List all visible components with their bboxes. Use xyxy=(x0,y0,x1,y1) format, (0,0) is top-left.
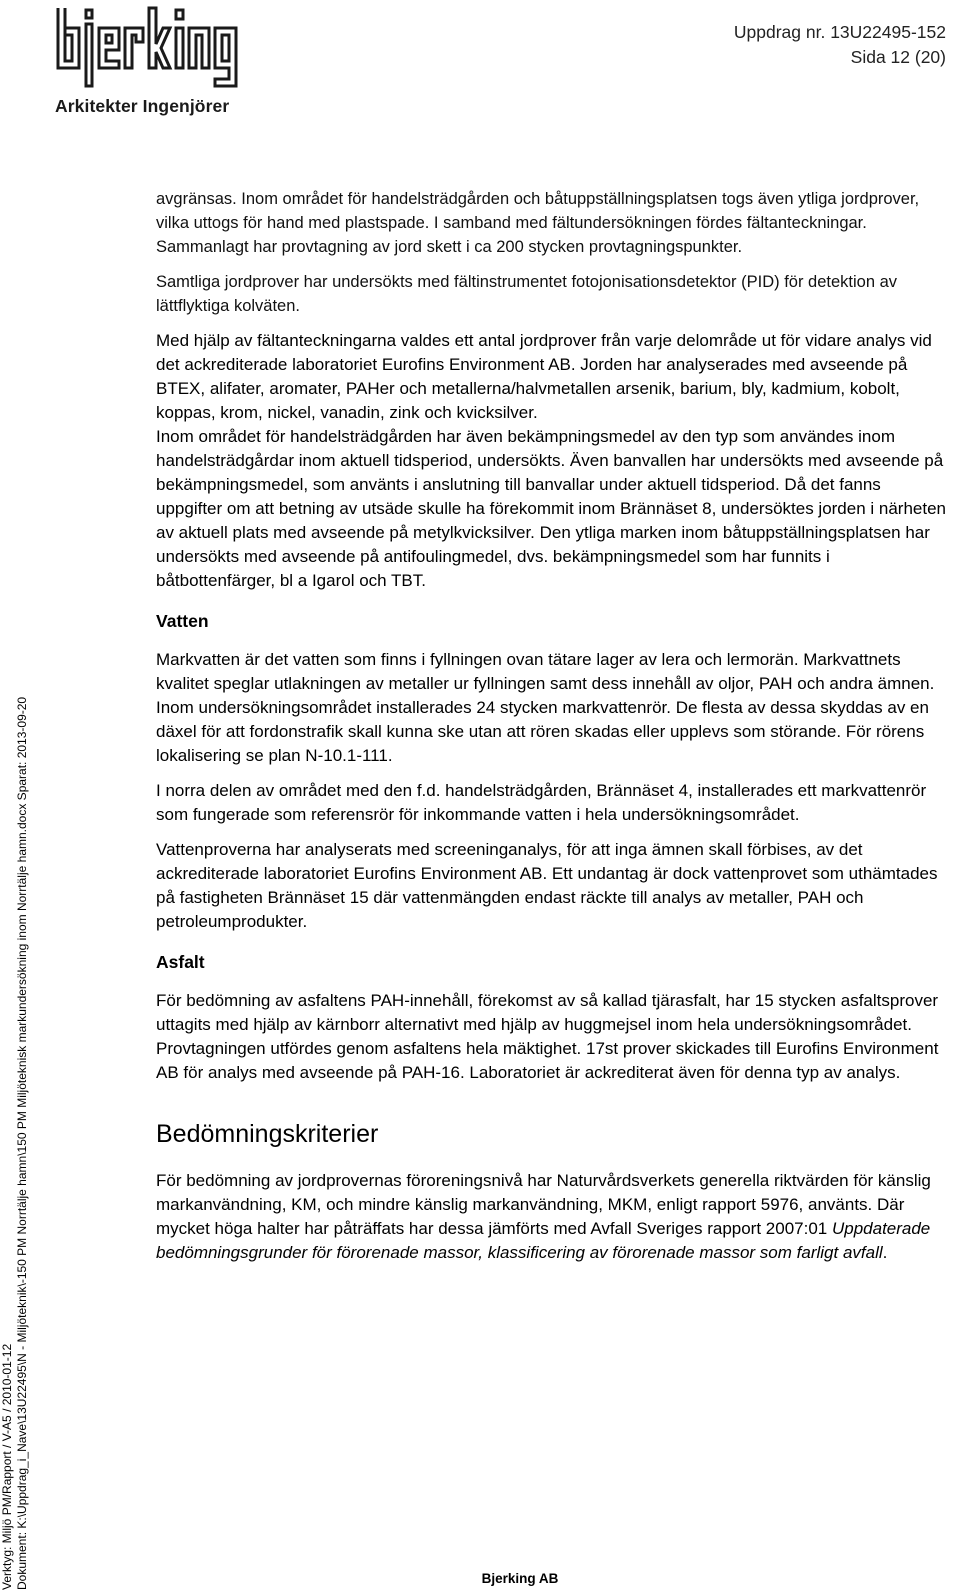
paragraph: Markvatten är det vatten som finns i fyllningen ovan tätare lager av lera och lermorän. Markvattnets kvalitet speglar utlakningen av metaller ur fyllningen samt dess innehåll av oljor, PAH och andra ämnen. Inom undersökningsområdet installerades 24 stycken markvattenrör. De flesta av dessa skyddas av en däxel för att fordonstrafik skall kunna ske utan att rören skadas eller upplevs som störande. För rörens lokalisering se plan N-10.1-111. xyxy=(156,650,935,765)
paragraph-text: För bedömning av jordprovernas föroreningsnivå har Naturvårdsverkets generella riktvärden för känslig markanvändning, KM, och mindre känslig markanvändning, MKM, enligt rapport 5976, använts. Där mycket höga halter har påträffats har dessa jämförts med Avfall Sveriges rapport 2007:01 xyxy=(156,1171,931,1238)
paragraph: Med hjälp av fältanteckningarna valdes ett antal jordprover från varje delområde ut för vidare analys vid det ackrediterade laboratoriet Eurofins Environment AB. Jorden har analyserades med avseende på BTEX, alifater, aromater, PAHer och metallerna/halvmetallen arsenik, barium, bly, kadmium, kobolt, koppas, krom, nickel, vanadin, zink och kvicksilver. xyxy=(156,331,932,422)
paragraph: avgränsas. Inom området för handelsträdgården och båtuppställningsplatsen togs även ytliga jordprover, vilka uttogs för hand med plastspade. I samband med fältundersökningen fördes fältanteckningar. Sammanlagt har provtagning av jord skett i ca 200 stycken provtagningspunkter. xyxy=(156,190,920,256)
section-heading-asfalt: Asfalt xyxy=(156,952,205,972)
page-footer: Bjerking AB xyxy=(481,1571,559,1586)
paragraph: I norra delen av området med den f.d. handelsträdgården, Brännäset 4, installerades ett markvattenrör som fungerade som referensrör för inkommande vatten i hela undersökningsområdet. xyxy=(156,781,927,824)
paragraph xyxy=(156,1169,946,1265)
paragraph: Inom området för handelsträdgården har även bekämpningsmedel av den typ som användes inom handelsträdgårdar inom aktuell tidsperiod, undersökts. Även banvallen har undersökts med avseende på bekämpningsmedel, som använts i anslutning till banvallar under aktuell tidsperiod. Då det fanns uppgifter om att betning av utsäde skulle ha förekommit inom Brännäset 8, undersöktes jorden i närheten av aktuell plats med avseende på metylkvicksilver. Den ytliga marken inom båtuppställningsplatsen har undersökts med avseende på antifoulingmedel, dvs. bekämpningsmedel som har funnits i båtbottenfärger, bl a Igarol och TBT. xyxy=(156,427,947,590)
page-header-info xyxy=(734,20,946,70)
assignment-number: Uppdrag nr. 13U22495-152 xyxy=(733,22,946,42)
logo-subtitle: Arkitekter Ingenjörer xyxy=(55,96,230,116)
paragraph: Samtliga jordprover har undersökts med fältinstrumentet fotojonisationsdetektor (PID) för detektion av lättflyktiga kolväten. xyxy=(156,273,898,315)
paragraph: Vattenproverna har analyserats med screeninganalys, för att inga ämnen skall förbises, av det ackrediterade laboratoriet Eurofins Environment AB. Ett undantag är dock vattenprovet som uthämtades på fastigheten Brännäset 15 där vattenmängden endast räckte till analys av metaller, PAH och petroleumprodukter. xyxy=(156,840,938,931)
section-heading-vatten: Vatten xyxy=(156,611,209,631)
bjerking-logo-icon xyxy=(55,6,240,90)
company-logo xyxy=(55,6,240,118)
section-heading-bedomningskriterier: Bedömningskriterier xyxy=(156,1120,379,1148)
document-body xyxy=(156,187,946,1276)
paragraph-text: . xyxy=(882,1243,888,1262)
sidebar-tool-line: Verktyg: Miljö PM/Rapport / V-A5 / 2010-01-12 xyxy=(0,1343,14,1590)
report-title: Uppdaterade bedömningsgrunder för förorenade massor, klassificering av förorenade massor som farligt avfall xyxy=(156,1219,931,1262)
sidebar-document-line: Dokument: K:\Uppdrag_i_Nave\13U22495\N - Miljöteknik\-150 PM Norrtälje hamn\150 PM Miljöteknisk markundersökning inom Norrtälje hamn.docx Sparat: 2013-09-20 xyxy=(15,696,29,1590)
document-path-sidebar xyxy=(0,660,30,1590)
paragraph: För bedömning av asfaltens PAH-innehåll, förekomst av så kallad tjärasfalt, har 15 stycken asfaltsprover uttagits med hjälp av kärnborr alternativt med hjälp av huggmejsel inom hela undersökningsområdet. Provtagningen utfördes genom asfaltens hela mäktighet. 17st prover skickades till Eurofins Environment AB för analys med avseende på PAH-16. Laboratoriet är ackrediterat även för denna typ av analys. xyxy=(156,991,939,1082)
page-number: Sida 12 (20) xyxy=(850,47,946,67)
